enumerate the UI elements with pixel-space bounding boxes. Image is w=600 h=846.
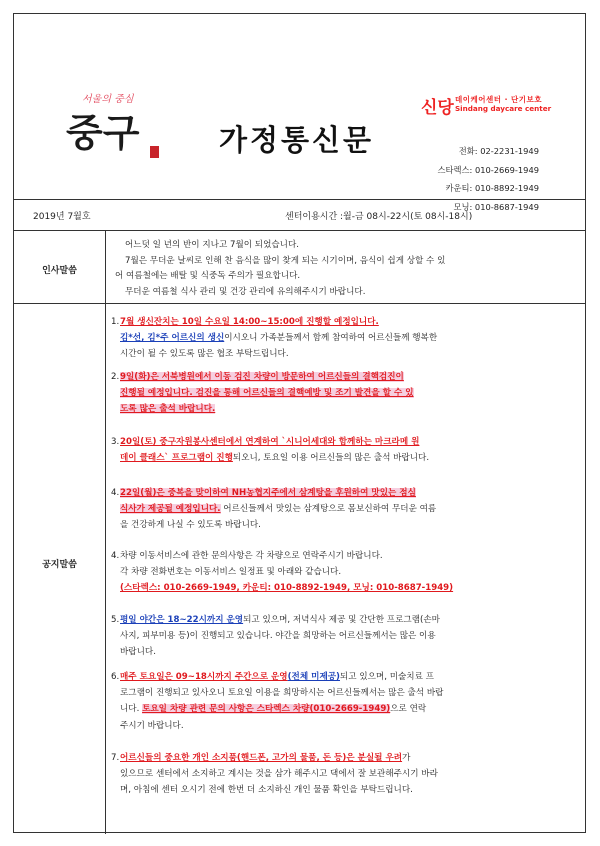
contact-starex: 스타렉스: 010-2669-1949 [437,164,539,175]
greeting-text [115,238,575,300]
item-text: 며, 아침에 센터 오시기 전에 한번 더 소지하신 개인 물품 확인을 부탁드립니다. [120,785,413,796]
item-highlight: 매주 토요일은 09~18시까지 주간으로 운영 [120,672,288,682]
greeting-line: 무더운 여름철 식사 관리 및 건강 관리에 유의해주시기 바랍니다. [125,286,366,297]
item-highlight: (전체 미제공) [287,672,340,682]
item-text: 로그램이 진행되고 있사오니 토요일 이용을 희망하시는 어르신들께서는 많은 출석 바랍 [120,688,444,699]
notice-label: 공지말씀 [42,560,77,570]
hours-label: 센터이용시간 :월-금 08시-22시(토 08시-18시) [285,212,473,222]
item-number: 3. [111,437,120,447]
contact-phone: 전화: 02-2231-1949 [458,146,539,156]
item-text: 되고 있으며, 미술치료 프 [339,672,434,682]
item-highlight: 토요일 차량 관련 문의 사항은 스타렉스 차량(010-2669-1949) [142,704,391,715]
item-text: 으로 연락 [390,704,427,715]
junggu-logo [60,84,170,164]
item-highlight: 22일(월)은 중복을 맞이하여 NH농협지주에서 삼계탕을 후원하여 맛있는 점심 [120,488,416,498]
notice-item [111,548,575,597]
brand-sub: 데이케어센터 · 단기보호 [455,95,543,104]
newsletter-page [13,13,586,833]
info-row [14,200,585,231]
item-highlight: 식사가 제공될 예정입니다. [120,504,221,515]
brand-name: 신당 [421,98,454,118]
page-title: 가정통신문 [219,123,375,157]
notice-item [111,485,575,534]
greeting-label: 인사말씀 [42,266,77,276]
item-text: 이시오니 가족분들께서 함께 참여하여 어르신들께 행복한 [224,333,438,344]
notice-item [111,314,575,363]
item-text: 어르신들께서 맛있는 삼계탕으로 몸보신하여 무더운 여름 [220,504,437,515]
notice-item [111,669,575,734]
item-text: 각 차량 전화번호는 이동서비스 일정표 및 아래와 같습니다. [120,567,342,578]
greeting-line: 7월은 무더운 날씨로 인해 찬 음식을 많이 찾게 되는 시기이며, 음식이 쉽게 상할 수 있 [125,255,446,266]
notice-item [111,612,575,661]
notice-section [14,304,585,834]
seal-icon [150,146,159,158]
contact-morning: 모닝: 010-8687-1949 [453,201,539,212]
item-number: 5. [111,615,120,625]
item-text: 을 건강하게 나실 수 있도록 바랍니다. [120,520,261,531]
item-highlight: 데이 클래스` 프로그램이 진행 [120,453,233,464]
center-brand [415,90,575,130]
item-text: 되오니, 토요일 이용 어르신들의 많은 출석 바랍니다. [232,453,430,464]
header [14,14,585,212]
item-text: 되고 있으며, 저녁식사 제공 및 간단한 프로그램(손마 [243,615,440,625]
item-number: 7. [111,753,120,763]
item-number: 4. [111,551,120,561]
logo-subtext: 서울의 중심 [82,94,134,105]
item-number: 6. [111,672,120,682]
issue-label: 2019년 7월호 [33,212,91,222]
item-number: 1. [111,317,120,327]
greeting-line: 어느덧 일 년의 반이 지나고 7월이 되었습니다. [125,240,300,250]
item-number: 4. [111,488,120,498]
item-highlight: 20일(토) 중구자원봉사센터에서 연계하여 `시니어세대와 함께하는 마크라메 원 [120,437,420,447]
item-text: 가 [402,753,411,763]
greeting-line: 어 여름철에는 배탈 및 식중독 주의가 필요합니다. [115,271,301,281]
item-number: 2. [111,372,120,382]
item-text: 있으므로 센터에서 소지하고 계시는 것을 삼가 해주시고 댁에서 잘 보관해주시기 바라 [120,769,438,780]
greeting-section [14,231,585,304]
item-highlight: (스타렉스: 010-2669-1949, 카운티: 010-8892-1949, 모닝: 010-8687-1949) [120,583,454,594]
item-text: 니다. [120,704,143,715]
item-text: 시간이 될 수 있도록 많은 협조 부탁드립니다. [120,349,289,360]
item-highlight: 7월 생신잔치는 10일 수요일 14:00~15:00에 진행할 예정입니다. [120,317,379,327]
item-text: 주시기 바랍니다. [120,720,184,731]
notice-item [111,750,575,799]
item-text: 바랍니다. [120,647,156,658]
item-highlight: 도록 많은 출석 바랍니다. [120,404,216,415]
brand-english: Sindang daycare center [455,104,552,113]
item-highlight: 어르신들의 중요한 개인 소지품(핸드폰, 고가의 물품, 돈 등)은 분실될 우려 [120,753,403,763]
item-highlight: 평일 야간은 18~22시까지 운영 [120,615,244,625]
item-highlight: 진행될 예정입니다. 검진을 통해 어르신들의 결핵예방 및 조기 발견을 할 수 있 [120,388,414,399]
item-highlight: 김*선, 김*주 어르신의 생신 [120,333,225,344]
item-text: 차량 이동서비스에 관한 문의사항은 각 차량으로 연락주시기 바랍니다. [120,551,383,561]
notice-item [111,434,575,466]
notice-item [111,369,575,418]
contact-county: 카운티: 010-8892-1949 [445,183,539,193]
item-text: 사지, 피부미용 등)이 진행되고 있습니다. 야간을 희망하는 어르신들께서는 많은 이용 [120,631,436,642]
item-highlight: 9일(화)은 서북병원에서 이동 검진 차량이 방문하여 어르신들의 결핵검진이 [120,372,404,382]
logo-text: 중구 [66,110,140,155]
